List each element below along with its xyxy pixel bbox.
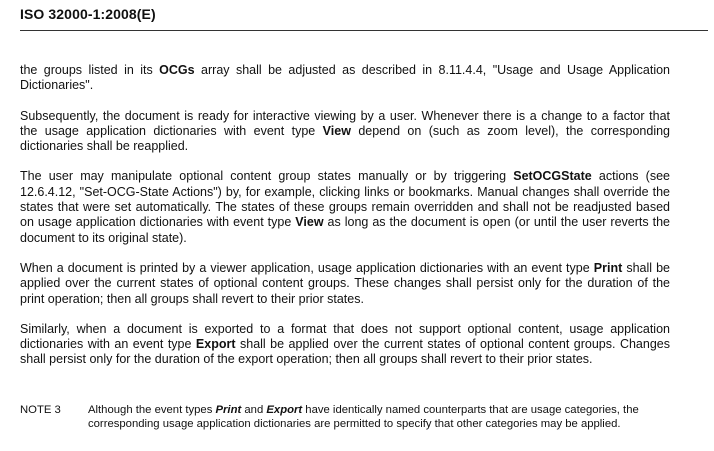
text-run: Similarly, when a document is exported to a format that does not support optional content, usage application dictionaries with an event type bbox=[20, 321, 670, 352]
paragraph bbox=[20, 169, 670, 245]
note-block bbox=[20, 403, 670, 431]
text-run: the groups listed in its bbox=[20, 63, 160, 77]
text-run: have identically named counterparts that are usage categories, the corresponding usage application dictionaries are permitted to specify that other categories may be applied. bbox=[88, 404, 639, 430]
emphasis-term: Print bbox=[215, 404, 242, 416]
emphasis-term: Export bbox=[195, 337, 236, 352]
emphasis-term: SetOCGState bbox=[513, 169, 592, 184]
text-run: shall be applied over the current states of optional content groups. These changes shall persist only for the duration of the print operation; then all groups shall revert to their prior states. bbox=[20, 260, 671, 306]
emphasis-term: View bbox=[295, 215, 324, 230]
emphasis-term: Export bbox=[266, 404, 303, 416]
paragraph bbox=[20, 261, 670, 307]
paragraph bbox=[20, 63, 670, 94]
text-run: When a document is printed by a viewer application, usage application dictionaries with an event type bbox=[20, 260, 594, 275]
text-run: The user may manipulate optional content group states manually or by triggering bbox=[20, 169, 514, 184]
paragraph bbox=[20, 109, 670, 155]
note-label: NOTE 3 bbox=[20, 404, 61, 416]
text-run: Subsequently, the document is ready for interactive viewing by a user. Whenever there is a change to a factor that the usage application dictionaries with event type bbox=[20, 108, 670, 138]
text-run: as long as the document is open (or until the user reverts the document to its original state). bbox=[20, 215, 670, 245]
emphasis-term: View bbox=[322, 123, 351, 138]
page-header: ISO 32000-1:2008(E) bbox=[20, 6, 156, 22]
header-rule bbox=[20, 30, 708, 31]
paragraph bbox=[20, 322, 670, 368]
text-run: array shall be adjusted as described in 8.11.4.4, "Usage and Usage Application Dictionaries". bbox=[20, 63, 671, 93]
text-run: depend on (such as zoom level), the corresponding dictionaries shall be reapplied. bbox=[20, 123, 671, 154]
note-text bbox=[88, 403, 670, 431]
emphasis-term: Print bbox=[593, 260, 623, 275]
text-run: and bbox=[241, 404, 267, 416]
emphasis-term: OCGs bbox=[159, 63, 195, 77]
text-run: shall be applied over the current states of optional content groups. Changes shall persist only for the duration of the export operation; then all groups shall revert to their prior states. bbox=[20, 337, 670, 367]
text-run: actions (see 12.6.4.12, "Set-OCG-State Actions") by, for example, clicking links or bookmarks. Manual changes shall override the states that were set automatically. The states of these groups remain overridden and shall not be readjusted based on usage application dictionaries with event type bbox=[20, 169, 670, 230]
text-run: Although the event types bbox=[88, 404, 216, 416]
body-text bbox=[20, 63, 670, 383]
